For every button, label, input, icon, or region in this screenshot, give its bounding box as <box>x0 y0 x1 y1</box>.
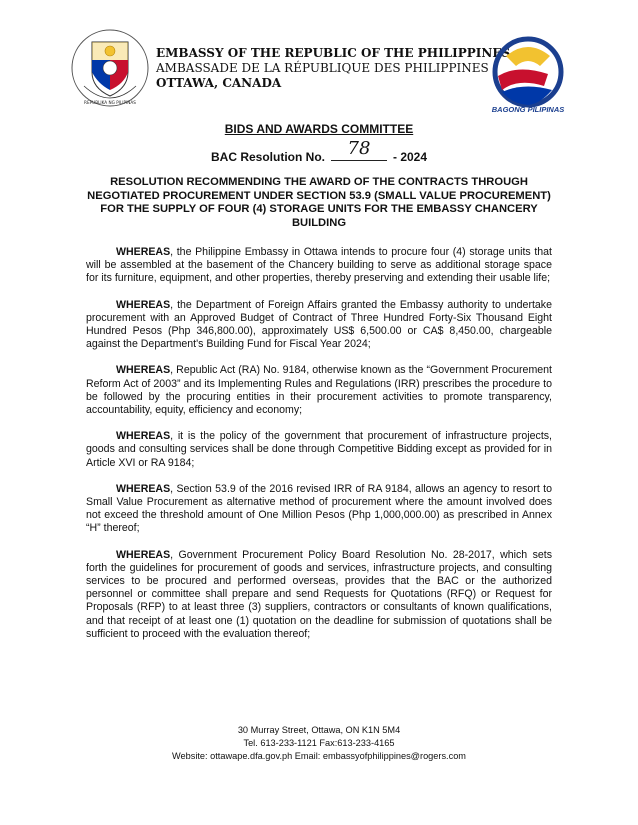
whereas-text: , Government Procurement Policy Board Resolution No. 28-2017, which sets forth the guidelines for procurement of goods and services, infrastructure projects, and consulting services to be procured and performed overseas, provides that the BAC or the authorized personnel or committee shall prepare and send Requests for Quotations (RFQ) or Request for Proposals (RFP) to at least three (3) suppliers, contractors or consultants of known qualifications, and that receipt of at least one (1) quotation on the deadline for submission of quotations shall be sufficient to proceed with the evaluation thereof; <box>86 548 552 640</box>
philippine-seal-icon <box>70 28 150 108</box>
whereas-text: , the Philippine Embassy in Ottawa intends to procure four (4) storage units that will be assembled at the basement of the Chancery building to serve as additional storage space for its furniture, equipment, and other properties, thereby preserving and extending their usable life; <box>86 246 552 285</box>
resolution-title: RESOLUTION RECOMMENDING THE AWARD OF THE CONTRACTS THROUGH NEGOTIATED PROCUREMENT UNDER SECTION 53.9 (SMALL VALUE PROCUREMENT) FOR THE SUPPLY OF FOUR (4) STORAGE UNITS FOR THE EMBASSY CHANCERY BUILDING <box>87 176 551 229</box>
whereas-paragraph <box>86 483 552 536</box>
bagong-pilipinas-label: BAGONG PILIPINAS <box>491 105 565 114</box>
resolution-body <box>86 246 552 654</box>
whereas-paragraph <box>86 246 552 286</box>
whereas-paragraph <box>86 364 552 417</box>
resolution-number-handwritten: 78 <box>347 138 371 159</box>
embassy-location: OTTAWA, CANADA <box>156 76 282 90</box>
whereas-lead: WHEREAS <box>116 430 171 443</box>
bagong-pilipinas-logo-icon <box>488 36 568 108</box>
whereas-paragraph <box>86 299 552 352</box>
whereas-paragraph <box>86 549 552 641</box>
embassy-name-en: EMBASSY OF THE REPUBLIC OF THE PHILIPPINES <box>156 46 511 60</box>
whereas-lead: WHEREAS <box>116 548 171 561</box>
committee-heading: BIDS AND AWARDS COMMITTEE <box>224 122 414 136</box>
whereas-lead: WHEREAS <box>116 364 171 377</box>
resolution-number-blank <box>331 138 387 161</box>
embassy-name-fr: AMBASSADE DE LA RÉPUBLIQUE DES PHILIPPINES <box>156 61 489 75</box>
whereas-text: , the Department of Foreign Affairs granted the Embassy authority to undertake procurement with an Approved Budget of Contract of Three Hundred Forty-Six Thousand Eight Hundred Pesos (Php 346,800.00), approximately US$ 6,500.00 or CA$ 8,450.00, chargeable against the Department's Building Fund for Fiscal Year 2024; <box>86 298 552 351</box>
whereas-lead: WHEREAS <box>116 482 171 495</box>
footer-phone: Tel. 613-233-1121 Fax:613-233-4165 <box>243 738 395 748</box>
whereas-lead: WHEREAS <box>116 298 171 311</box>
seal-text: REPUBLIKA NG PILIPINAS <box>84 100 136 105</box>
whereas-paragraph <box>86 430 552 470</box>
resolution-number-line <box>0 138 638 164</box>
resolution-number-prefix: BAC Resolution No. <box>210 150 325 164</box>
footer-address: 30 Murray Street, Ottawa, ON K1N 5M4 <box>237 725 401 735</box>
letterhead <box>156 46 511 91</box>
footer-contact <box>0 724 638 763</box>
whereas-text: , Section 53.9 of the 2016 revised IRR of RA 9184, allows an agency to resort to Small Value Procurement as alternative method of procurement where the amount involved does not exceed the threshold amount of One Million Pesos (Php 1,000,000.00) as prescribed in Annex “H” thereof; <box>86 482 552 535</box>
footer-web: Website: ottawape.dfa.gov.ph Email: embassyofphilippines@rogers.com <box>172 751 466 761</box>
whereas-text: , it is the policy of the government that procurement of infrastructure projects, goods and consulting services shall be done through Competitive Bidding except as provided for in Article XVI or RA 9184; <box>86 430 552 469</box>
whereas-text: , Republic Act (RA) No. 9184, otherwise known as the “Government Procurement Reform Act of 2003” and its Implementing Rules and Regulations (IRR) prescribes the procedure to be followed by the procuring entities in their procurement activities to promote transparency, accountability, equity, efficiency and economy; <box>86 364 552 417</box>
whereas-lead: WHEREAS <box>116 246 171 258</box>
resolution-number-suffix: - 2024 <box>392 150 428 164</box>
